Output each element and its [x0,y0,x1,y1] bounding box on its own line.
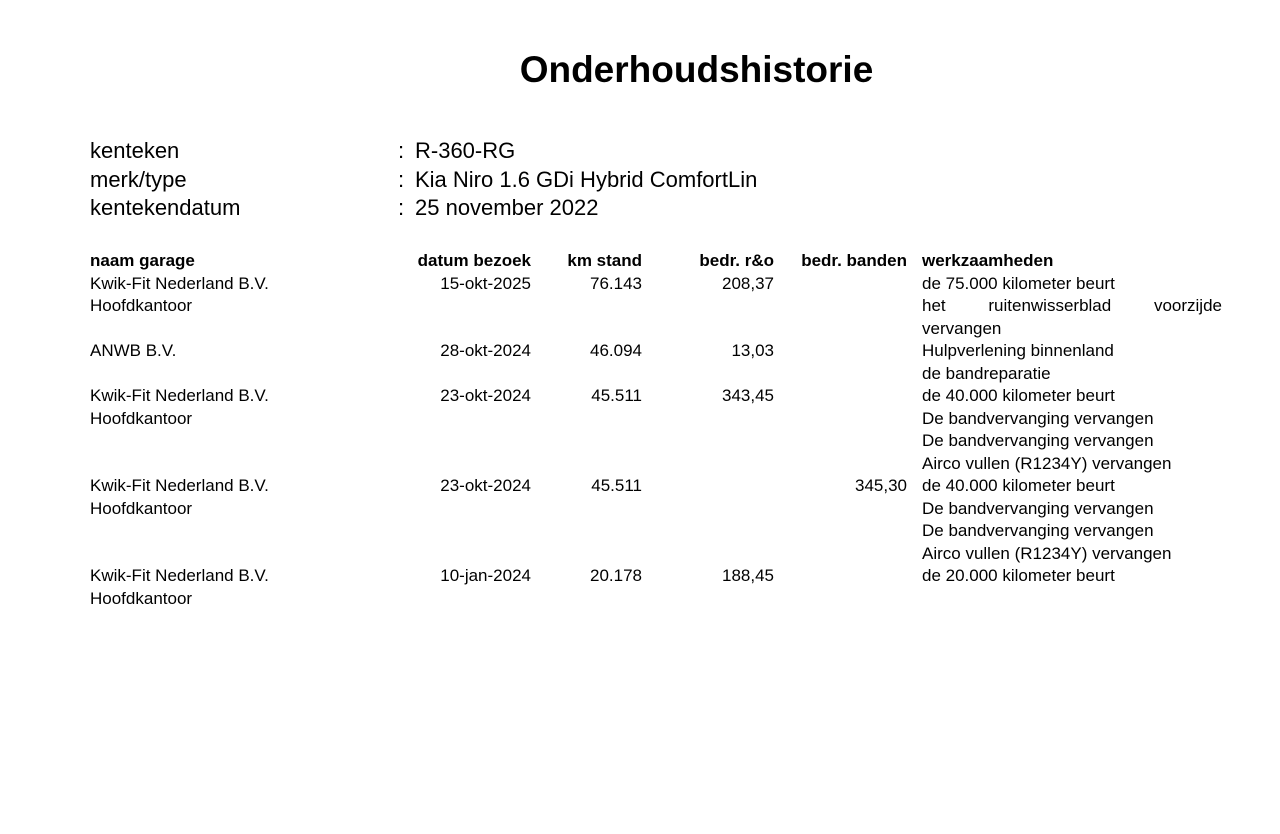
maintenance-history-table [90,250,1222,610]
table-row [90,340,1222,385]
ro-amount [642,475,774,565]
garage-cell [90,385,400,475]
garage-branch: Hoofdkantoor [90,408,193,428]
work-item: de 75.000 kilometer beurt [922,273,1115,293]
odometer-reading: 76.143 [590,273,642,293]
separator: : [398,138,405,163]
column-header-km: km stand [567,251,642,270]
tires-amount [774,385,907,475]
table-row [90,565,1222,610]
work-item: De bandvervanging vervangen [922,408,1154,428]
visit-date: 28-okt-2024 [440,341,531,360]
work-item: de 20.000 kilometer beurt [922,566,1115,585]
column-header-ro-amount: bedr. r&o [699,251,774,270]
vehicle-row-registration-date [90,194,757,223]
work-item: De bandvervanging vervangen [922,498,1154,518]
column-header-garage: naam garage [90,251,195,270]
make-model-value: Kia Niro 1.6 GDi Hybrid ComfortLin [415,166,758,192]
table-row [90,385,1222,475]
work-item: Airco vullen (R1234Y) vervangen [922,543,1172,563]
table-row [90,475,1222,565]
work-item: het ruitenwisserblad voorzijde vervangen [922,296,1222,338]
table-row [90,273,1222,341]
visit-date: 10-jan-2024 [440,566,531,585]
vehicle-details [90,137,757,223]
column-header-work: werkzaamheden [922,251,1054,270]
garage-cell [90,340,400,385]
tires-amount [774,340,907,385]
work-item: De bandvervanging vervangen [922,521,1154,540]
garage-cell [90,273,400,341]
garage-name: Kwik-Fit Nederland B.V. [90,566,269,585]
work-item: de bandreparatie [922,363,1051,383]
visit-date: 15-okt-2025 [440,273,531,293]
work-item: de 40.000 kilometer beurt [922,476,1115,495]
table-header [90,250,1222,273]
registration-date-label: kentekendatum [90,195,241,220]
column-header-tires-amount: bedr. banden [801,251,907,270]
license-plate-label: kenteken [90,138,180,163]
license-plate-value: R-360-RG [415,138,516,163]
separator: : [398,166,405,192]
work-cell [922,385,1222,475]
odometer-reading: 45.511 [591,386,642,405]
garage-cell [90,565,400,610]
vehicle-row-make-model [90,166,757,195]
ro-amount: 208,37 [722,273,774,293]
page-title: Onderhoudshistorie [519,49,874,90]
ro-amount: 13,03 [731,341,774,360]
odometer-reading: 20.178 [590,566,642,585]
separator: : [398,195,405,220]
garage-name: ANWB B.V. [90,341,177,360]
garage-name: Kwik-Fit Nederland B.V. [90,386,269,405]
work-item: De bandvervanging vervangen [922,431,1154,450]
ro-amount: 343,45 [722,386,774,405]
vehicle-row-license-plate [90,137,757,166]
garage-name: Kwik-Fit Nederland B.V. [90,476,269,495]
work-cell [922,565,1222,610]
work-cell [922,273,1222,341]
column-header-date: datum bezoek [417,251,531,270]
tires-amount [774,565,907,610]
work-cell [922,340,1222,385]
ro-amount: 188,45 [722,566,774,585]
garage-branch: Hoofdkantoor [90,588,193,608]
odometer-reading: 45.511 [591,476,642,495]
visit-date: 23-okt-2024 [440,386,531,405]
garage-branch: Hoofdkantoor [90,296,193,315]
garage-cell [90,475,400,565]
garage-name: Kwik-Fit Nederland B.V. [90,273,269,293]
work-cell [922,475,1222,565]
work-item: Airco vullen (R1234Y) vervangen [922,453,1172,473]
work-item: de 40.000 kilometer beurt [922,386,1115,405]
garage-branch: Hoofdkantoor [90,498,193,518]
tires-amount [774,273,907,341]
tires-amount: 345,30 [855,476,907,495]
visit-date: 23-okt-2024 [440,476,531,495]
odometer-reading: 46.094 [590,341,642,360]
make-model-label: merk/type [90,166,187,192]
registration-date-value: 25 november 2022 [415,195,599,220]
work-item: Hulpverlening binnenland [922,341,1114,360]
